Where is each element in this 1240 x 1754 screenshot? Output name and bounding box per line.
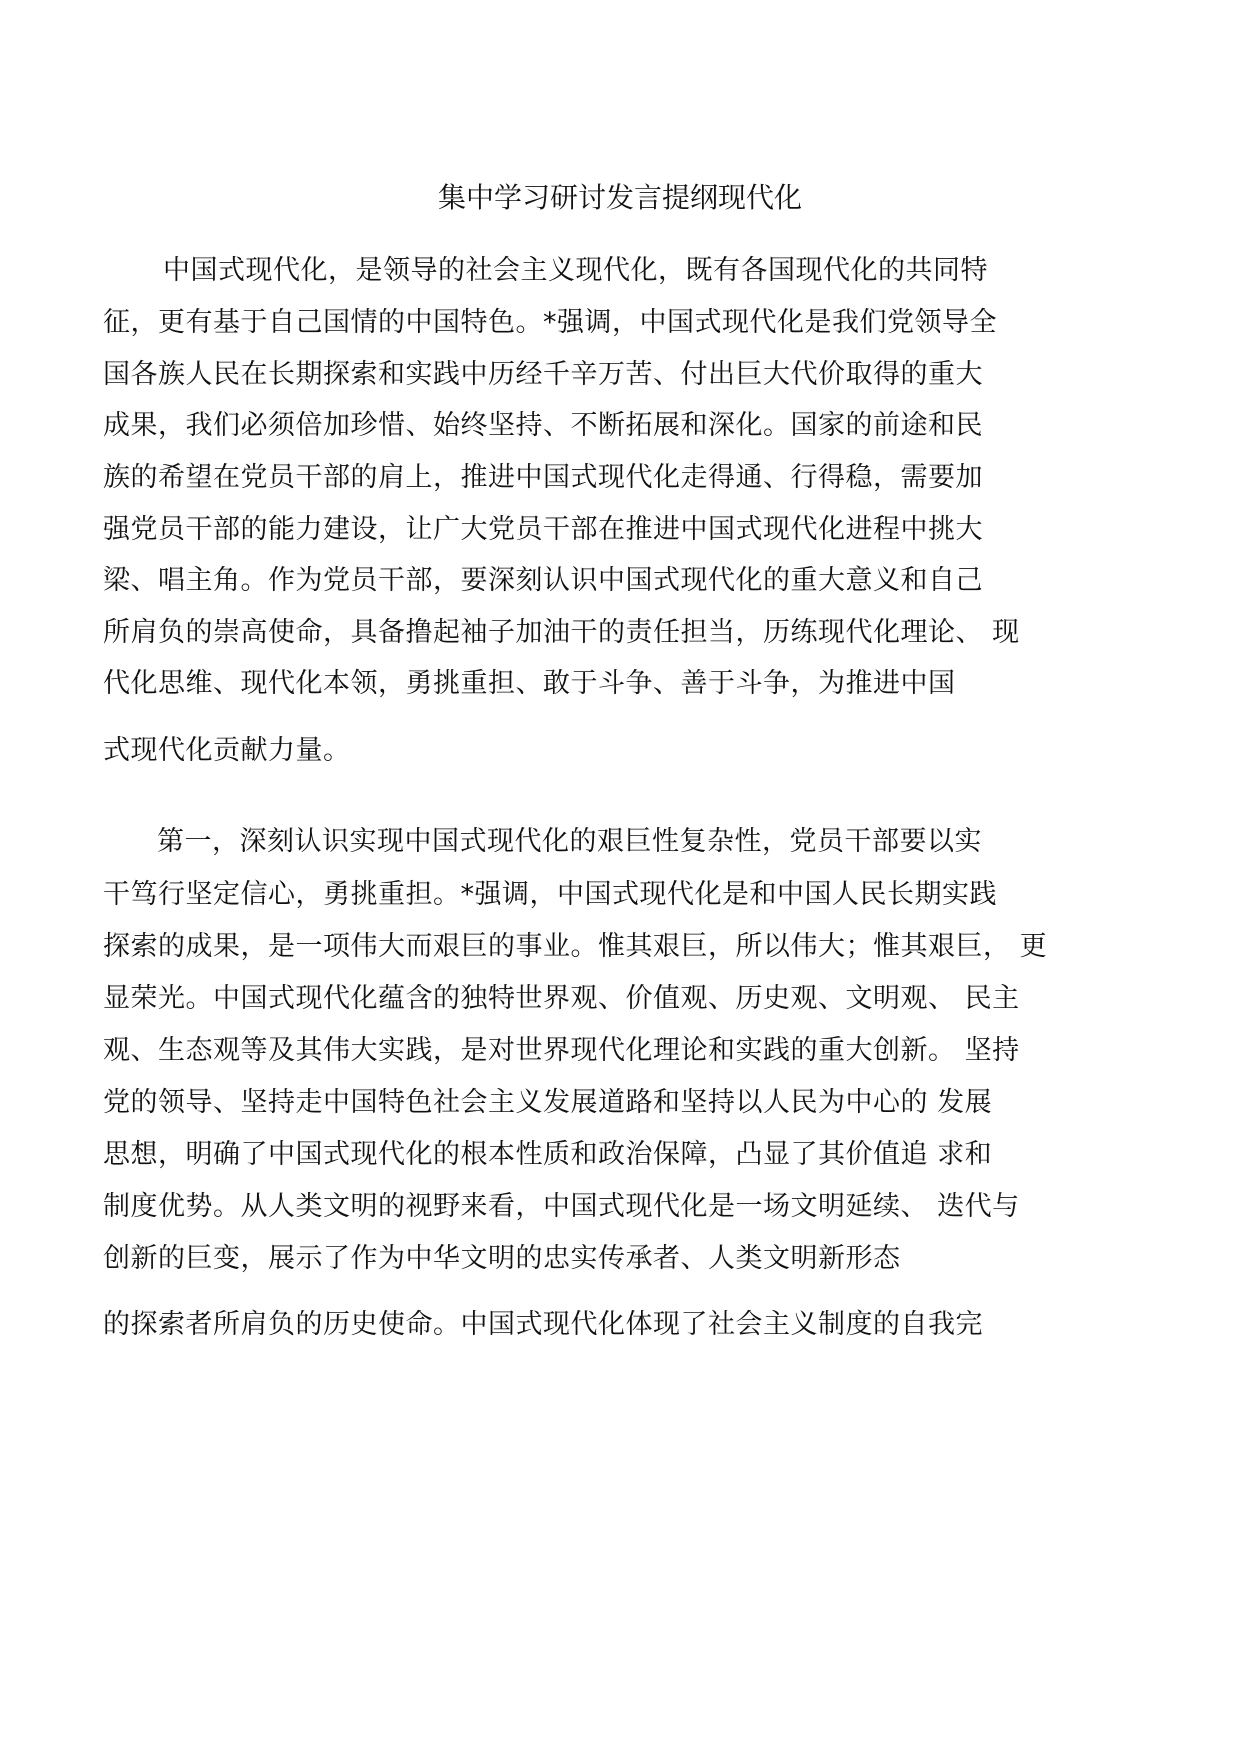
paragraph-1-line-1: 中国式现代化，是领导的社会主义现代化，既有各国现代化的共同特 bbox=[163, 255, 988, 286]
document-title: 集中学习研讨发言提纲现代化 bbox=[437, 181, 802, 214]
paragraph-2-line-9: 创新的巨变，展示了作为中华文明的忠实传承者、人类文明新形态 bbox=[103, 1243, 901, 1274]
paragraph-2-line-8: 制度优势。从人类文明的视野来看，中国式现代化是一场文明延续、 迭代与 bbox=[103, 1191, 1020, 1222]
paragraph-2-line-1: 第一，深刻认识实现中国式现代化的艰巨性复杂性，党员干部要以实 bbox=[157, 826, 982, 857]
paragraph-2-line-3: 探索的成果，是一项伟大而艰巨的事业。惟其艰巨，所以伟大；惟其艰巨， 更 bbox=[103, 931, 1048, 962]
paragraph-2-line-10: 的探索者所肩负的历史使命。中国式现代化体现了社会主义制度的自我完 bbox=[103, 1309, 983, 1340]
paragraph-1-line-7: 梁、唱主角。作为党员干部，要深刻认识中国式现代化的重大意义和自己 bbox=[103, 565, 983, 596]
paragraph-2-line-4: 显荣光。中国式现代化蕴含的独特世界观、价值观、历史观、文明观、 民主 bbox=[103, 983, 1020, 1014]
paragraph-2-line-5: 观、生态观等及其伟大实践，是对世界现代化理论和实践的重大创新。 坚持 bbox=[103, 1035, 1020, 1066]
paragraph-1-line-10: 式现代化贡献力量。 bbox=[103, 735, 351, 766]
paragraph-1-line-2: 征，更有基于自己国情的中国特色。*强调，中国式现代化是我们党领导全 bbox=[103, 307, 997, 338]
paragraph-2-line-2: 干笃行坚定信心，勇挑重担。*强调，中国式现代化是和中国人民长期实践 bbox=[103, 879, 997, 910]
paragraph-1-line-9: 代化思维、现代化本领，勇挑重担、敢于斗争、善于斗争，为推进中国 bbox=[103, 668, 956, 699]
paragraph-1-line-4: 成果，我们必须倍加珍惜、始终坚持、不断拓展和深化。国家的前途和民 bbox=[103, 410, 983, 441]
paragraph-1-line-6: 强党员干部的能力建设，让广大党员干部在推进中国式现代化进程中挑大 bbox=[103, 514, 983, 545]
paragraph-2-line-7: 思想，明确了中国式现代化的根本性质和政治保障，凸显了其价值追 求和 bbox=[103, 1139, 993, 1170]
paragraph-1-line-3: 国各族人民在长期探索和实践中历经千辛万苦、付出巨大代价取得的重大 bbox=[103, 359, 983, 390]
paragraph-1-line-8: 所肩负的崇高使命，具备撸起袖子加油干的责任担当，历练现代化理论、 现 bbox=[103, 617, 1020, 648]
paragraph-1-line-5: 族的希望在党员干部的肩上，推进中国式现代化走得通、行得稳，需要加 bbox=[103, 462, 983, 493]
paragraph-2-line-6: 党的领导、坚持走中国特色社会主义发展道路和坚持以人民为中心的 发展 bbox=[103, 1087, 993, 1118]
